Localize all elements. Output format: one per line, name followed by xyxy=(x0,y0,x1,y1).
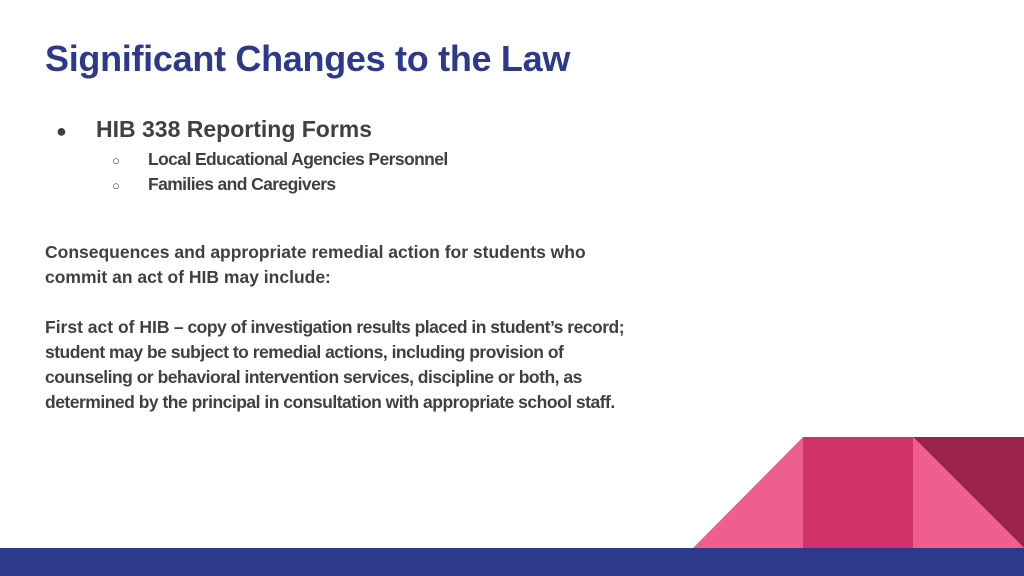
first-act-separator: – xyxy=(169,317,188,337)
bullet-text: HIB 338 Reporting Forms xyxy=(96,116,373,142)
bullet-hollow-circle-icon: ○ xyxy=(112,178,120,193)
sub-bullet-text: Local Educational Agencies Personnel xyxy=(148,149,448,169)
consequences-intro-paragraph: Consequences and appropriate remedial action for students who commit an act of HIB may include: xyxy=(45,242,586,287)
first-act-body: copy of investigation results placed in student’s record; student may be subject to remedial actions, including provision of counseling or behavioral intervention services, discipline or both, as determined by the principal in consultation with appropriate school staff. xyxy=(45,317,625,412)
slide-title: Significant Changes to the Law xyxy=(45,38,571,79)
first-act-lead: First act of HIB xyxy=(45,317,170,337)
deco-pink-triangle-left xyxy=(693,437,803,548)
sub-bullet-text: Families and Caregivers xyxy=(148,174,336,194)
bullet-hollow-circle-icon: ○ xyxy=(112,153,120,168)
bullet-filled-circle-icon: ● xyxy=(56,121,67,141)
deco-magenta-block xyxy=(803,437,913,548)
footer-bar xyxy=(0,548,1024,576)
